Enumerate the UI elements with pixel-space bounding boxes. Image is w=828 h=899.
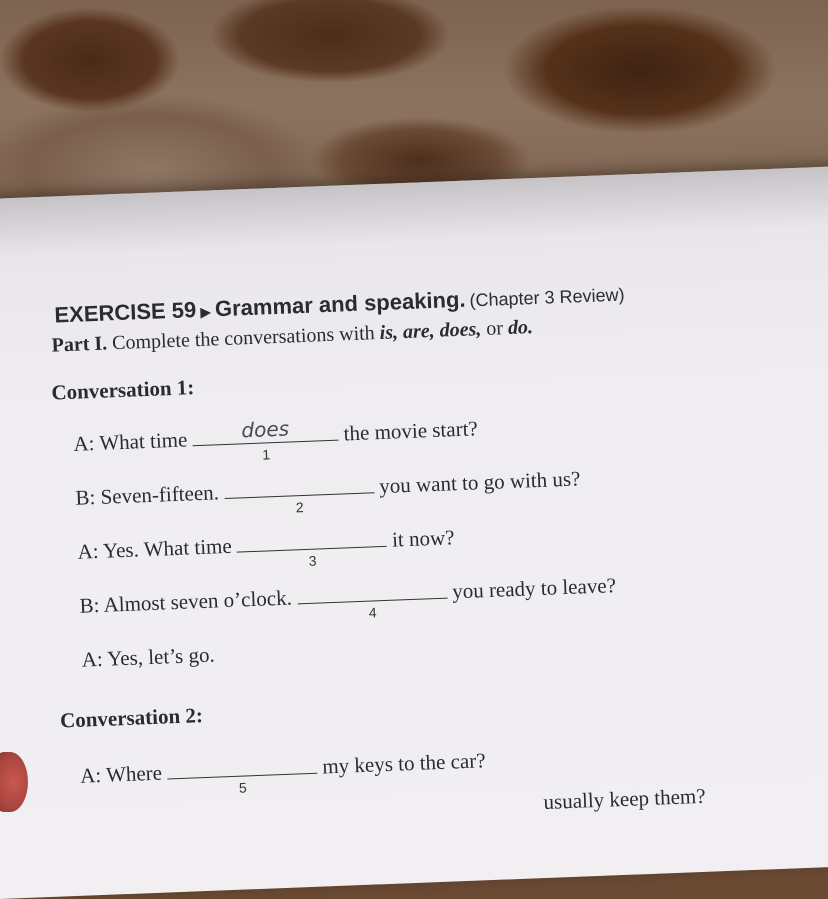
line-speaker-text: B: Seven-fifteen.	[75, 480, 220, 510]
blank-number: 4	[368, 604, 377, 621]
line-after-text: you want to go with us?	[378, 466, 581, 499]
word-is: is,	[379, 321, 399, 344]
answer-blank-2[interactable]	[224, 474, 375, 516]
instruction-text: Complete the conversations with	[111, 322, 376, 355]
conversation-1-line-4	[79, 573, 616, 619]
blank-number: 3	[308, 552, 317, 569]
conversation-1-line-5: A: Yes, let’s go.	[81, 642, 216, 672]
line-speaker-text: A: Yes. What time	[77, 533, 233, 564]
line-speaker-text: A: Where	[79, 760, 163, 788]
line-speaker-text: A: What time	[72, 427, 188, 456]
blank-number: 2	[295, 499, 304, 516]
blank-number: 5	[238, 779, 248, 796]
handwritten-answer: does	[240, 416, 290, 443]
answer-blank-5[interactable]	[167, 755, 318, 796]
conversation-1-line-3	[77, 525, 455, 569]
line-after-text: the movie start?	[343, 416, 479, 446]
line-speaker-text: B: Almost seven o’clock.	[79, 585, 293, 618]
conversation-1-heading: Conversation 1:	[51, 375, 195, 405]
line-after-text: my keys to the car?	[321, 748, 486, 779]
exercise-label: EXERCISE 59	[54, 297, 197, 328]
exercise-header	[54, 281, 625, 329]
word-do: do.	[507, 316, 534, 340]
conversation-1-line-1	[72, 416, 479, 463]
conversation-2-line-2: usually keep them?	[543, 783, 707, 815]
answer-blank-1[interactable]	[192, 416, 339, 463]
word-or: or	[485, 317, 504, 340]
word-are: are,	[402, 319, 436, 344]
line-after-text: it now?	[391, 525, 455, 552]
part-label: Part I.	[51, 332, 108, 357]
answer-blank-3[interactable]	[236, 528, 387, 569]
exercise-title: Grammar and speaking.	[214, 286, 466, 322]
blank-number: 1	[261, 446, 271, 463]
conversation-1-line-2	[75, 466, 581, 516]
conversation-2-heading: Conversation 2:	[59, 703, 204, 733]
triangle-arrow-icon: ▶	[200, 305, 212, 321]
line-after-text: you ready to leave?	[451, 573, 617, 604]
answer-blank-4[interactable]	[297, 580, 448, 621]
conversation-2-line-1	[79, 748, 486, 796]
textbook-page	[0, 165, 828, 899]
word-does: does,	[439, 318, 482, 342]
exercise-chapter: (Chapter 3 Review)	[469, 284, 625, 311]
